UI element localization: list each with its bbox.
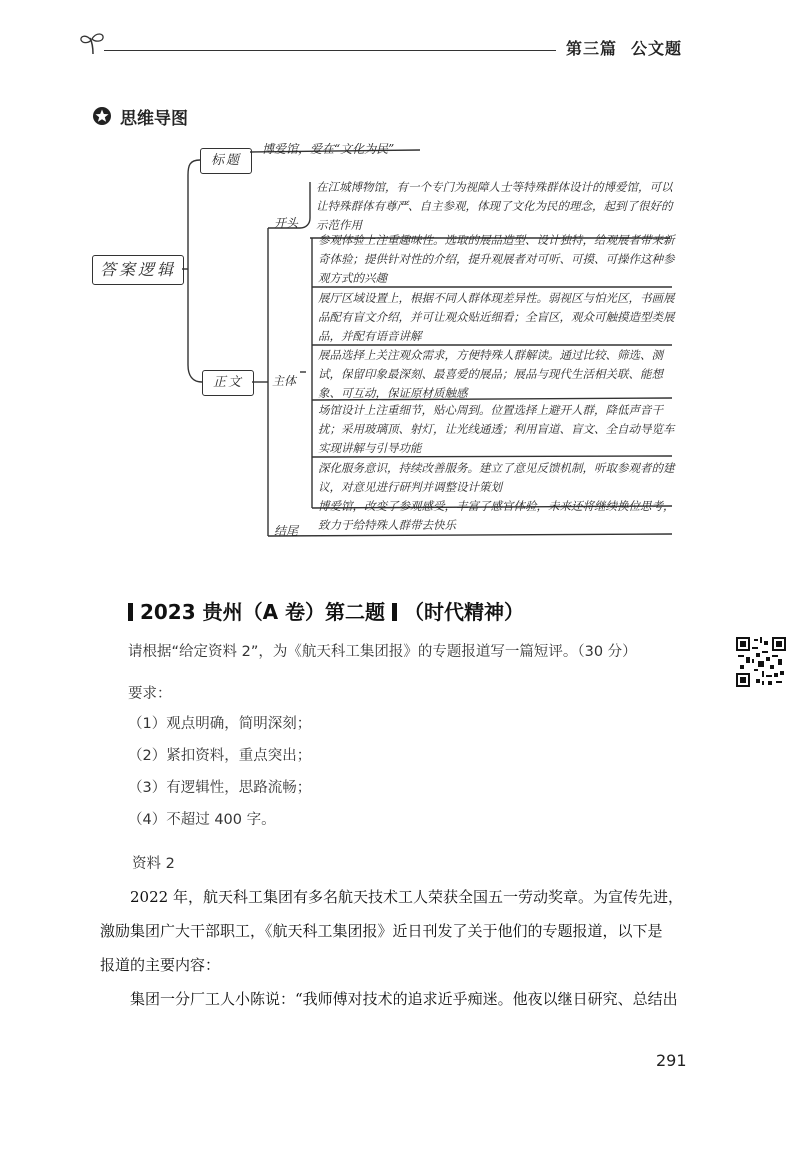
qr-code[interactable] [736,637,786,687]
mindmap-root-node: 答案逻辑 [92,255,184,285]
material-line-1: 2022 年，航天科工集团有多名航天技术工人荣获全国五一劳动奖章。为宣传先进， [130,888,683,906]
requirement-3: （3）有逻辑性，思路流畅； [128,780,312,796]
title-bar-left [128,603,133,621]
header-section: 公文题 [631,39,683,58]
main-point-2: 展厅区域设置上，根据不同人群体现差异性。弱视区与怕光区，书画展品配有盲文介绍，并可让观众贴近细看；全盲区，观众可触摸造型类展品，并配有语音讲解 [318,291,675,343]
page-number: 291 [656,1051,687,1070]
requirement-4: （4）不超过 400 字。 [128,812,276,828]
title-node: 标题 [200,148,252,174]
question-title-main: 2023 贵州（A 卷）第二题 [139,600,386,624]
material-line-3: 报道的主要内容： [100,956,221,974]
mindmap-title: 思维导图 [120,109,188,129]
title-bar-right [392,603,397,621]
main-label: 主体 [272,374,297,388]
header-part: 第三篇 [566,39,618,58]
opening-text: 在江城博物馆，有一个专门为视障人士等特殊群体设计的博爱馆，可以让特殊群体有尊严、自主参观，体现了文化为民的理念，起到了很好的示范作用 [316,180,673,232]
question-title [128,596,524,625]
opening-label: 开头 [274,216,299,230]
main-point-1: 参观体验上注重趣味性。选取的展品造型、设计独特，给观展者带来新奇体验；提供针对性的介绍，提升观展者对可听、可摸、可操作这种参观方式的兴趣 [318,233,675,285]
material-line-2: 激励集团广大干部职工，《航天科工集团报》近日刊发了关于他们的专题报道，以下是 [100,922,663,940]
material-label: 资料 2 [132,856,175,872]
ending-label: 结尾 [274,524,299,538]
requirements-label: 要求： [128,686,172,702]
main-point-3: 展品选择上关注观众需求，方便特殊人群解读。通过比较、筛选、测试，保留印象最深刻、最喜爱的展品；展品与现代生活相关联、能想象、可互动，保证原材质触感 [318,348,663,400]
body-node: 正文 [202,370,254,396]
main-point-4: 场馆设计上注重细节，贴心周到。位置选择上避开人群，降低声音干扰；采用玻璃顶、射灯，让光线通透；利用盲道、盲文、全自动导览车实现讲解与引导功能 [318,403,675,455]
question-prompt: 请根据“给定资料 2”，为《航天科工集团报》的专题报道写一篇短评。（30 分） [128,644,637,660]
requirement-1: （1）观点明确，简明深刻； [128,716,312,732]
question-title-tag: （时代精神） [403,600,524,624]
ending-text: 博爱馆，改变了参观感受，丰富了感官体验，未来还将继续换位思考，致力于给特殊人群带去快乐 [318,499,675,532]
main-point-5: 深化服务意识，持续改善服务。建立了意见反馈机制，听取参观者的建议，对意见进行研判并调整设计策划 [318,461,675,494]
material-line-4: 集团一分厂工人小陈说：“我师傅对技术的追求近乎痴迷。他夜以继日研究、总结出 [130,990,678,1008]
title-node-text: 博爱馆，爱在“文化为民” [262,142,395,156]
requirement-2: （2）紧扣资料，重点突出； [128,748,312,764]
